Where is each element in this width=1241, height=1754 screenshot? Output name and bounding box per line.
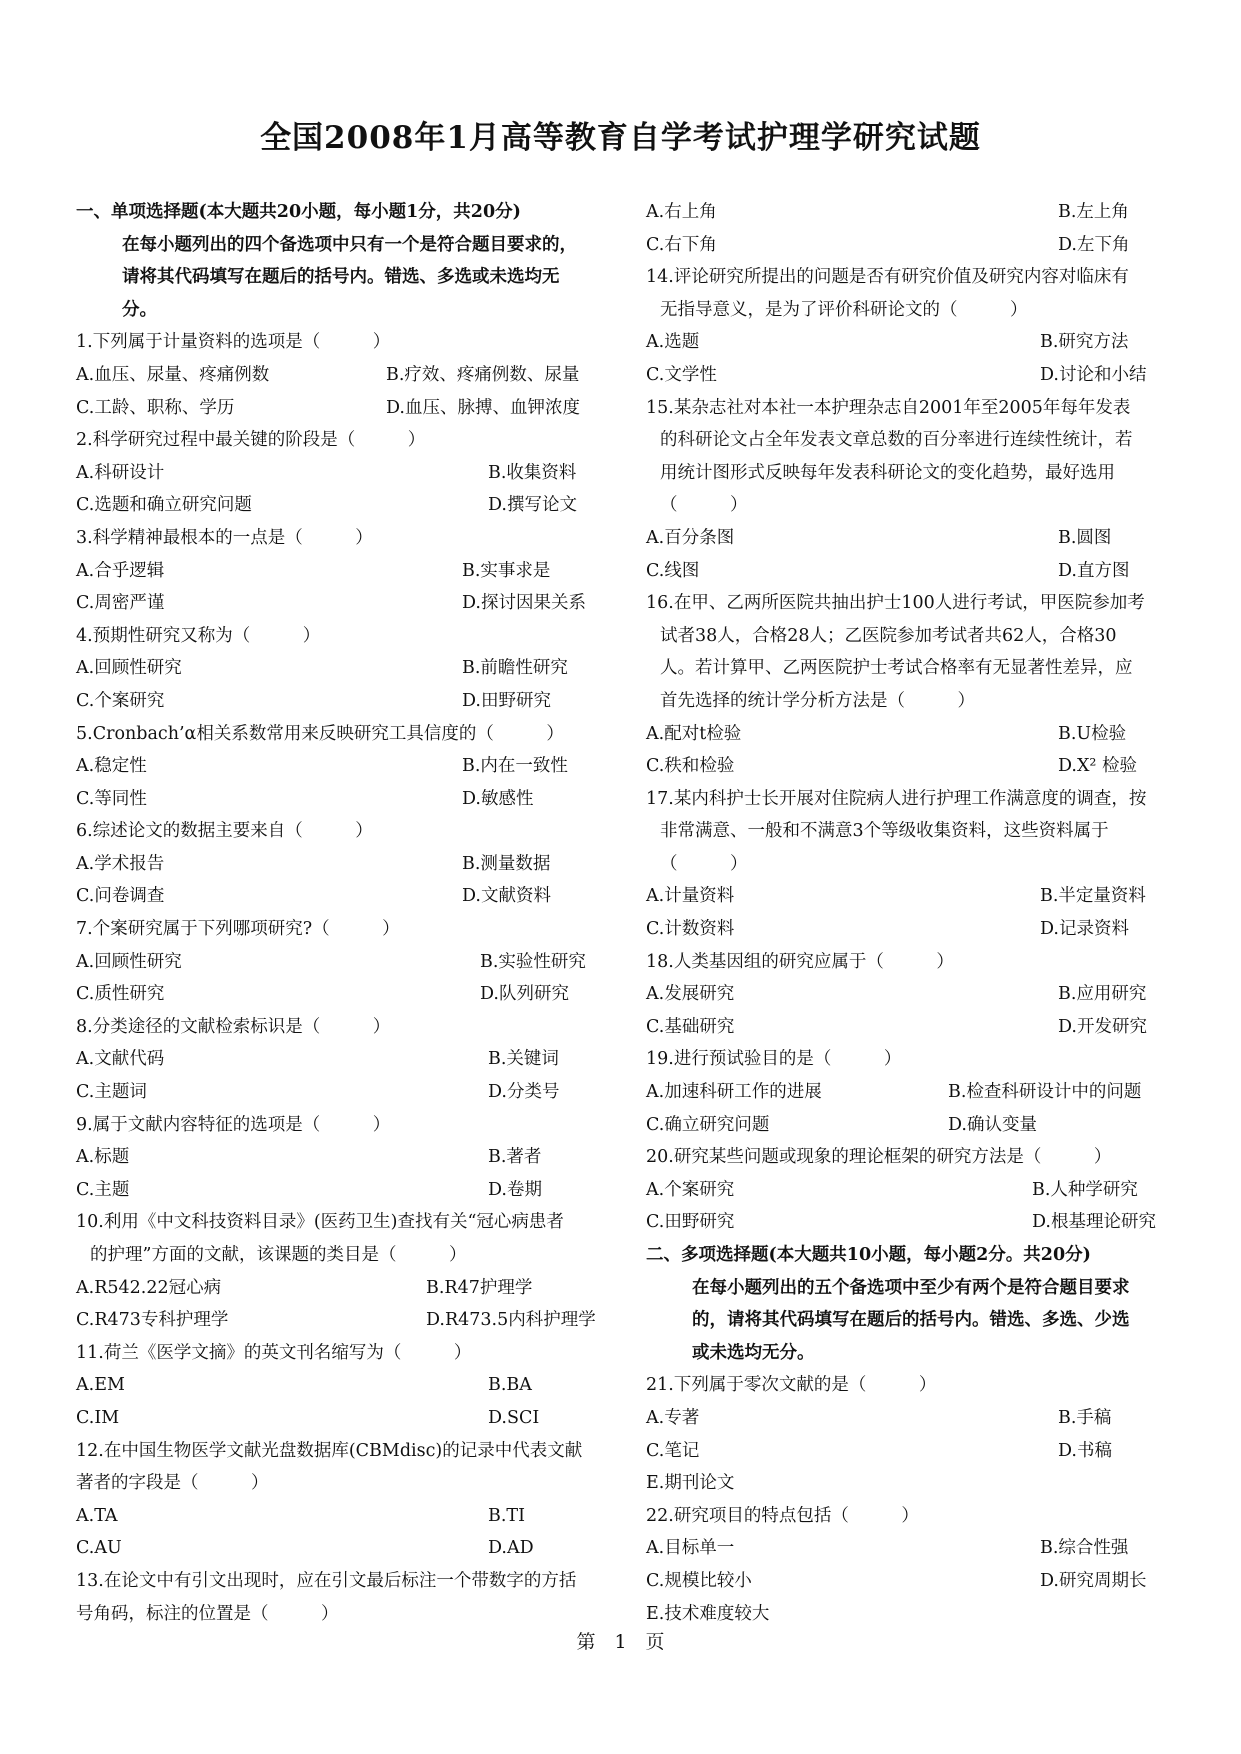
option-text: A.TA bbox=[76, 1505, 118, 1526]
question-text: 10.利用《中文科技资料目录》(医药卫生)查找有关“冠心病患者 bbox=[76, 1212, 564, 1233]
option-text: A.科研设计 bbox=[76, 462, 165, 483]
option-text: B.收集资料 bbox=[488, 462, 577, 483]
option-text: B.BA bbox=[488, 1375, 532, 1396]
question-text: 著者的字段是（ ） bbox=[76, 1473, 269, 1494]
option-text: B.疗效、疼痛例数、尿量 bbox=[386, 364, 580, 385]
option-text: B.综合性强 bbox=[1040, 1538, 1129, 1559]
option-text: D.田野研究 bbox=[462, 690, 551, 711]
option-row bbox=[76, 1174, 606, 1207]
option-row bbox=[646, 1532, 1176, 1565]
option-text: C.确立研究问题 bbox=[646, 1114, 770, 1135]
question-text: 16.在甲、乙两所医院共抽出护士100人进行考试，甲医院参加考 bbox=[646, 593, 1145, 614]
option-row bbox=[76, 1500, 606, 1533]
option-row bbox=[76, 1272, 606, 1305]
option-row bbox=[646, 1402, 1176, 1435]
option-row bbox=[646, 718, 1176, 751]
option-row bbox=[76, 1402, 606, 1435]
section-instructions: 请将其代码填写在题后的括号内。错选、多选或未选均无 bbox=[122, 267, 560, 288]
option-row bbox=[646, 1435, 1176, 1468]
option-text: A.回顾性研究 bbox=[76, 951, 182, 972]
option-text: C.基础研究 bbox=[646, 1016, 735, 1037]
question-text: 21.下列属于零次文献的是（ ） bbox=[646, 1375, 937, 1396]
option-text: B.实事求是 bbox=[462, 560, 551, 581]
page-title: 全国2008年1月高等教育自学考试护理学研究试题 bbox=[260, 120, 981, 156]
option-text: C.R473专科护理学 bbox=[76, 1310, 229, 1331]
option-text: A.回顾性研究 bbox=[76, 658, 182, 679]
option-text: C.田野研究 bbox=[646, 1212, 735, 1233]
question-text: 2.科学研究过程中最关键的阶段是（ ） bbox=[76, 430, 426, 451]
question-text: 13.在论文中有引文出现时，应在引文最后标注一个带数字的方括 bbox=[76, 1570, 577, 1591]
option-row bbox=[76, 848, 606, 881]
option-row bbox=[76, 946, 606, 979]
option-text: A.文献代码 bbox=[76, 1049, 165, 1070]
option-text: D.左下角 bbox=[1058, 234, 1130, 255]
question-text: 用统计图形式反映每年发表科研论文的变化趋势，最好选用 bbox=[660, 462, 1115, 483]
option-text: D.确认变量 bbox=[948, 1114, 1037, 1135]
option-text: A.个案研究 bbox=[646, 1179, 735, 1200]
option-text: B.左上角 bbox=[1058, 202, 1129, 222]
option-text: C.周密严谨 bbox=[76, 593, 165, 614]
option-text: A.计量资料 bbox=[646, 886, 735, 907]
option-text: A.血压、尿量、疼痛例数 bbox=[76, 364, 270, 385]
question-text: 1.下列属于计量资料的选项是（ ） bbox=[76, 332, 391, 353]
question-text: 11.荷兰《医学文摘》的英文刊名缩写为（ ） bbox=[76, 1342, 472, 1363]
option-text: C.规模比较小 bbox=[646, 1570, 752, 1591]
option-text: B.应用研究 bbox=[1058, 984, 1147, 1005]
option-row bbox=[646, 1206, 1176, 1239]
option-text: D.记录资料 bbox=[1040, 919, 1129, 940]
option-text: D.血压、脉搏、血钾浓度 bbox=[386, 397, 580, 418]
option-text: D.文献资料 bbox=[462, 886, 551, 907]
option-text: D.书稿 bbox=[1058, 1440, 1112, 1461]
option-row bbox=[76, 1076, 606, 1109]
option-text: D.队列研究 bbox=[480, 984, 569, 1005]
option-row bbox=[76, 489, 606, 522]
right-column bbox=[646, 196, 1176, 1630]
option-text: B.圆图 bbox=[1058, 527, 1112, 548]
option-text: B.测量数据 bbox=[462, 853, 551, 874]
option-text: B.实验性研究 bbox=[480, 951, 586, 972]
option-text: D.X² 检验 bbox=[1058, 756, 1138, 777]
section-instructions: 在每小题列出的五个备选项中至少有两个是符合题目要求 bbox=[692, 1277, 1130, 1298]
option-row bbox=[76, 1369, 606, 1402]
section-instructions: 或未选均无分。 bbox=[692, 1342, 815, 1363]
question-text: 4.预期性研究又称为（ ） bbox=[76, 625, 321, 646]
question-text: 3.科学精神最根本的一点是（ ） bbox=[76, 527, 373, 548]
question-text: 人。若计算甲、乙两医院护士考试合格率有无显著性差异，应 bbox=[660, 658, 1133, 679]
question-text: 17.某内科护士长开展对住院病人进行护理工作满意度的调查，按 bbox=[646, 788, 1147, 809]
option-text: D.撰写论文 bbox=[488, 495, 577, 516]
option-text: A.稳定性 bbox=[76, 756, 147, 777]
option-text: D.R473.5内科护理学 bbox=[426, 1310, 596, 1331]
option-text: A.R542.22冠心病 bbox=[76, 1277, 222, 1298]
option-text: A.EM bbox=[76, 1375, 125, 1396]
option-text: C.右下角 bbox=[646, 234, 717, 255]
option-text: C.质性研究 bbox=[76, 984, 165, 1005]
option-row bbox=[646, 326, 1176, 359]
option-text: A.百分条图 bbox=[646, 527, 735, 548]
option-text: D.开发研究 bbox=[1058, 1016, 1147, 1037]
option-text: C.工龄、职称、学历 bbox=[76, 397, 235, 418]
option-row bbox=[646, 750, 1176, 783]
question-text: 的科研论文占全年发表文章总数的百分率进行连续性统计，若 bbox=[660, 430, 1133, 451]
option-text: B.R47护理学 bbox=[426, 1277, 533, 1298]
option-row bbox=[646, 359, 1176, 392]
option-text: B.人种学研究 bbox=[1032, 1179, 1138, 1200]
option-row bbox=[76, 359, 606, 392]
section-heading: 二、多项选择题(本大题共10小题，每小题2分。共20分) bbox=[646, 1245, 1091, 1265]
option-row bbox=[76, 750, 606, 783]
option-text: C.主题 bbox=[76, 1179, 130, 1200]
option-text: B.内在一致性 bbox=[462, 756, 568, 777]
option-row bbox=[76, 1141, 606, 1174]
question-text: 6.综述论文的数据主要来自（ ） bbox=[76, 821, 373, 842]
option-text: C.问卷调查 bbox=[76, 886, 165, 907]
section-instructions: 在每小题列出的四个备选项中只有一个是符合题目要求的， bbox=[122, 234, 577, 255]
option-text: D.AD bbox=[488, 1538, 534, 1559]
question-text: 22.研究项目的特点包括（ ） bbox=[646, 1505, 919, 1526]
option-text: A.加速科研工作的进展 bbox=[646, 1082, 822, 1103]
option-row bbox=[76, 587, 606, 620]
option-text: C.IM bbox=[76, 1407, 120, 1428]
option-row bbox=[646, 1174, 1176, 1207]
page-number: 第 1 页 bbox=[576, 1631, 665, 1653]
question-text: 首先选择的统计学分析方法是（ ） bbox=[660, 690, 975, 711]
option-row bbox=[76, 392, 606, 425]
option-text: A.专著 bbox=[646, 1407, 700, 1428]
option-row bbox=[76, 1532, 606, 1565]
option-text: C.选题和确立研究问题 bbox=[76, 495, 252, 516]
option-row bbox=[76, 783, 606, 816]
option-text: C.AU bbox=[76, 1538, 122, 1559]
option-text: C.计数资料 bbox=[646, 919, 735, 940]
option-text: D.敏感性 bbox=[462, 788, 534, 809]
question-text: 19.进行预试验目的是（ ） bbox=[646, 1049, 902, 1070]
question-text: 15.某杂志社对本社一本护理杂志自2001年至2005年每年发表 bbox=[646, 397, 1131, 418]
option-text: D.分类号 bbox=[488, 1082, 560, 1103]
question-text: 12.在中国生物医学文献光盘数据库(CBMdisc)的记录中代表文献 bbox=[76, 1440, 583, 1461]
option-text: A.右上角 bbox=[646, 202, 717, 222]
question-text: 号角码，标注的位置是（ ） bbox=[76, 1603, 339, 1624]
option-row bbox=[646, 880, 1176, 913]
option-text: D.直方图 bbox=[1058, 560, 1130, 581]
option-text: C.等同性 bbox=[76, 788, 147, 809]
question-text: 试者38人，合格28人；乙医院参加考试者共62人，合格30 bbox=[660, 625, 1117, 646]
option-row bbox=[646, 1011, 1176, 1044]
question-text: 的护理”方面的文献，该课题的类目是（ ） bbox=[90, 1245, 467, 1265]
question-text: 8.分类途径的文献检索标识是（ ） bbox=[76, 1016, 391, 1037]
question-text: （ ） bbox=[660, 495, 748, 516]
option-text: A.配对t检验 bbox=[646, 723, 742, 744]
option-row bbox=[76, 1304, 606, 1337]
question-text: 非常满意、一般和不满意3个等级收集资料，这些资料属于 bbox=[660, 821, 1109, 842]
option-text: C.文学性 bbox=[646, 364, 717, 385]
option-text: B.著者 bbox=[488, 1147, 542, 1168]
option-text: C.秩和检验 bbox=[646, 756, 735, 777]
option-text: C.主题词 bbox=[76, 1082, 147, 1103]
option-text: A.标题 bbox=[76, 1147, 130, 1168]
question-text: E.技术难度较大 bbox=[646, 1603, 770, 1624]
option-row bbox=[646, 555, 1176, 588]
option-text: C.笔记 bbox=[646, 1440, 700, 1461]
section-instructions: 的，请将其代码填写在题后的括号内。错选、多选、少选 bbox=[692, 1310, 1130, 1331]
option-text: D.探讨因果关系 bbox=[462, 593, 586, 614]
option-text: A.学术报告 bbox=[76, 853, 165, 874]
option-text: D.SCI bbox=[488, 1407, 540, 1428]
option-row bbox=[76, 457, 606, 490]
option-text: A.选题 bbox=[646, 332, 700, 353]
option-text: D.讨论和小结 bbox=[1040, 364, 1147, 385]
option-text: D.根基理论研究 bbox=[1032, 1212, 1156, 1233]
option-row bbox=[646, 229, 1176, 262]
question-text: E.期刊论文 bbox=[646, 1473, 735, 1494]
option-text: B.前瞻性研究 bbox=[462, 658, 568, 679]
option-row bbox=[646, 1565, 1176, 1598]
option-row bbox=[76, 1043, 606, 1076]
question-text: 9.属于文献内容特征的选项是（ ） bbox=[76, 1114, 391, 1135]
option-text: B.半定量资料 bbox=[1040, 886, 1146, 907]
option-text: B.TI bbox=[488, 1505, 526, 1526]
option-row bbox=[76, 685, 606, 718]
option-row bbox=[646, 522, 1176, 555]
left-column bbox=[76, 196, 606, 1630]
option-text: A.发展研究 bbox=[646, 984, 735, 1005]
option-row bbox=[76, 555, 606, 588]
option-text: D.研究周期长 bbox=[1040, 1570, 1147, 1591]
option-row bbox=[646, 1076, 1176, 1109]
option-text: A.目标单一 bbox=[646, 1538, 735, 1559]
question-text: 无指导意义，是为了评价科研论文的（ ） bbox=[660, 299, 1028, 320]
question-text: 14.评论研究所提出的问题是否有研究价值及研究内容对临床有 bbox=[646, 267, 1129, 288]
option-row bbox=[646, 1109, 1176, 1142]
option-text: C.个案研究 bbox=[76, 690, 165, 711]
option-row bbox=[76, 652, 606, 685]
option-row bbox=[646, 196, 1176, 229]
option-text: B.U检验 bbox=[1058, 723, 1127, 744]
question-text: 7.个案研究属于下列哪项研究?（ ） bbox=[76, 919, 400, 940]
option-row bbox=[646, 978, 1176, 1011]
option-text: B.关键词 bbox=[488, 1049, 559, 1070]
option-text: C.线图 bbox=[646, 560, 700, 581]
question-text: 20.研究某些问题或现象的理论框架的研究方法是（ ） bbox=[646, 1147, 1112, 1168]
section-instructions: 分。 bbox=[122, 299, 157, 320]
question-text: 5.Cronbach’α相关系数常用来反映研究工具信度的（ ） bbox=[76, 723, 564, 744]
option-text: D.卷期 bbox=[488, 1179, 542, 1200]
option-text: B.检查科研设计中的问题 bbox=[948, 1082, 1142, 1103]
question-text: （ ） bbox=[660, 853, 748, 874]
section-heading: 一、单项选择题(本大题共20小题，每小题1分，共20分) bbox=[76, 202, 521, 222]
option-text: B.研究方法 bbox=[1040, 332, 1129, 353]
question-text: 18.人类基因组的研究应属于（ ） bbox=[646, 951, 954, 972]
option-text: B.手稿 bbox=[1058, 1407, 1112, 1428]
option-row bbox=[646, 913, 1176, 946]
option-row bbox=[76, 978, 606, 1011]
option-text: A.合乎逻辑 bbox=[76, 560, 165, 581]
option-row bbox=[76, 880, 606, 913]
